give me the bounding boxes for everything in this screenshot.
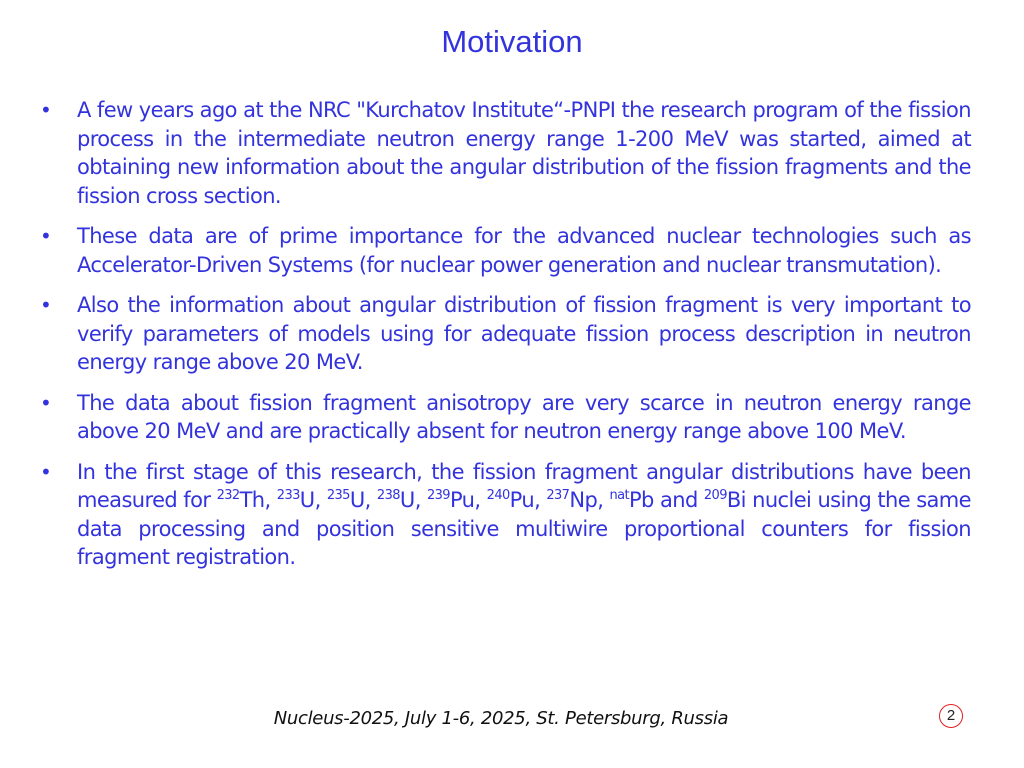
bullet-text: [77, 460, 971, 570]
nucleus-symbol: Bi: [726, 488, 746, 512]
nucleus-mass: 237: [546, 488, 570, 503]
bullet-item: [40, 458, 971, 572]
nucleus-mass: 239: [426, 488, 450, 503]
slide-title: Motivation: [441, 24, 583, 59]
bullet-dot-icon: •: [40, 390, 52, 415]
separator: ,: [534, 488, 547, 512]
nucleus-symbol: U: [399, 488, 415, 512]
nucleus-symbol: U: [299, 488, 315, 512]
bullet-text-intro: In the first stage of this research, the fission fragment angular distributions have been measured for: [77, 459, 971, 512]
nucleus-symbol: Np: [569, 488, 598, 512]
nucleus-mass: 235: [326, 488, 350, 503]
nucleus-mass: 232: [216, 488, 240, 503]
bullet-list: [40, 96, 971, 584]
nucleus-symbol: Pb: [628, 488, 654, 512]
bullet-dot-icon: •: [40, 459, 52, 484]
nucleus-mass: 209: [703, 488, 727, 503]
nucleus-symbol: U: [349, 488, 365, 512]
separator: ,: [264, 488, 277, 512]
separator: ,: [414, 488, 427, 512]
separator: ,: [314, 488, 327, 512]
nucleus-symbol: Pu: [449, 488, 475, 512]
nucleus-mass: 233: [276, 488, 300, 503]
nucleus-symbol: Th: [239, 488, 265, 512]
separator: ,: [364, 488, 377, 512]
footer-conference: Nucleus-2025, July 1-6, 2025, St. Petersburg, Russia: [273, 708, 729, 729]
nucleus-mass: nat: [609, 488, 629, 503]
bullet-text: Also the information about angular distribution of fission fragment is very important to verify parameters of models using for adequate fission process description in neutron energy range above 20 MeV.: [77, 293, 971, 374]
page-number-badge: 2: [939, 704, 963, 728]
separator: ,: [597, 488, 610, 512]
bullet-text: The data about fission fragment anisotropy are very scarce in neutron energy range above 20 MeV and are practically absent for neutron energy range above 100 MeV.: [77, 390, 971, 443]
bullet-dot-icon: •: [40, 224, 52, 248]
bullet-item: [40, 222, 971, 279]
bullet-dot-icon: •: [40, 98, 52, 122]
bullet-text: These data are of prime importance for the advanced nuclear technologies such as Accelerator-Driven Systems (for nuclear power generation and nuclear transmutation).: [77, 224, 971, 277]
bullet-item: [40, 96, 971, 210]
bullet-text-outro: nuclei using the same data processing and position sensitive multiwire proportional counters for fission fragment registration.: [77, 488, 971, 569]
nucleus-symbol: Pu: [509, 488, 535, 512]
bullet-dot-icon: •: [40, 293, 52, 317]
bullet-item: [40, 291, 971, 377]
separator: ,: [474, 488, 487, 512]
separator-and: and: [653, 488, 704, 512]
nucleus-mass: 240: [486, 488, 510, 503]
bullet-item: [40, 389, 971, 446]
nucleus-mass: 238: [376, 488, 400, 503]
bullet-text: A few years ago at the NRC "Kurchatov Institute“-PNPI the research program of the fission process in the intermediate neutron energy range 1-200 MeV was started, aimed at obtaining new information about the angular distribution of the fission fragments and the fission cross section.: [77, 98, 971, 208]
